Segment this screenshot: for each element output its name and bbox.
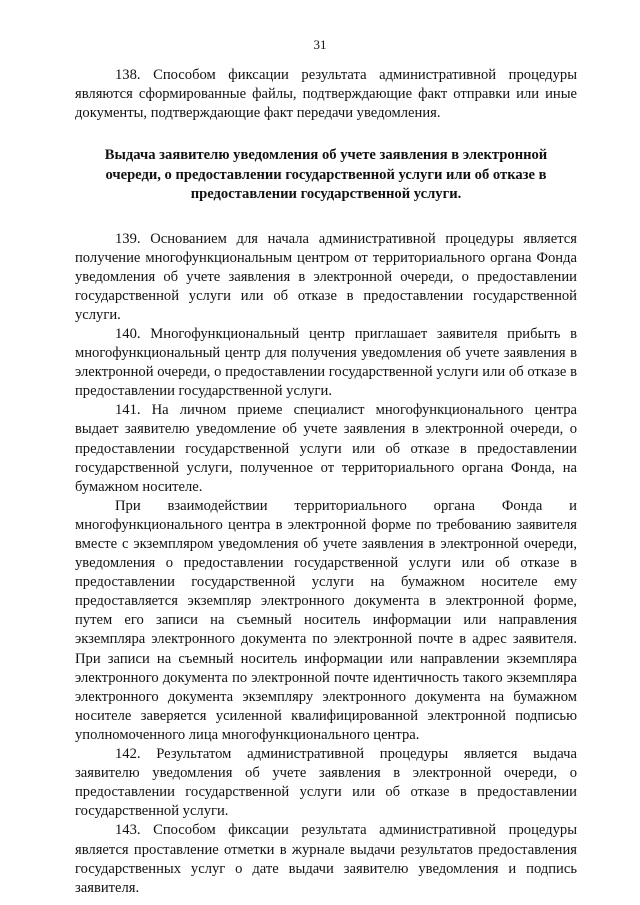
- paragraph-138: 138. Способом фиксации результата административной процедуры являются сформированные файлы, подтверждающие факт отправки или иные документы, подтверждающие факт передачи уведомления.: [75, 67, 577, 122]
- paragraph-143: 143. Способом фиксации результата административной процедуры является проставление отметки в журнале выдачи результатов предоставления государственных услуг о дате выдачи заявителю уведомления и подпись заявителя.: [75, 822, 577, 896]
- paragraph-140: 140. Многофункциональный центр приглашает заявителя прибыть в многофункциональный центр для получения уведомления об учете заявления в электронной очереди, о предоставлении государственной услуги или об отказе в предоставлении государственной услуги.: [75, 325, 577, 400]
- paragraph-139: 139. Основанием для начала административной процедуры является получение многофункциональным центром от территориального органа Фонда уведомления об учете заявления в электронной очереди, о предоставлении государственной услуги или об отказе в предоставлении государственной услуги.: [75, 230, 577, 323]
- document-body: [75, 66, 577, 898]
- section-heading: Выдача заявителю уведомления об учете заявления в электронной очереди, о предоставлении государственной услуги или об отказе в предоставлении государственной услуги.: [104, 147, 548, 203]
- page-number: 31: [313, 37, 327, 52]
- paragraph-141: 141. На личном приеме специалист многофункционального центра выдает заявителю уведомление об учете заявления в электронной очереди, о предоставлении государственной услуги или об отказе в предоставлении государственной услуги, полученное от территориального органа Фонда, на бумажном носителе.: [75, 402, 577, 495]
- paragraph-141-continuation: При взаимодействии территориального органа Фонда и многофункционального центра в электронной форме по требованию заявителя вместе с экземпляром уведомления об учете заявления в электронной очереди, уведомления о предоставлении государственной услуги или об отказе в предоставлении государственной услуги на бумажном носителе ему предоставляется экземпляр электронного документа в электронной форме, путем его записи на съемный носитель информации или направления экземпляра электронного документа по электронной почте в адрес заявителя. При записи на съемный носитель информации или направлении экземпляра электронного документа по электронной почте идентичность такого экземпляра электронного документа экземпляру электронного документа на бумажном носителе заверяется усиленной квалифицированной электронной подписью уполномоченного лица многофункционального центра.: [75, 497, 577, 743]
- paragraph-142: 142. Результатом административной процедуры является выдача заявителю уведомления об учете заявления в электронной очереди, о предоставлении государственной услуги или об отказе в предоставлении государственной услуги.: [75, 746, 577, 820]
